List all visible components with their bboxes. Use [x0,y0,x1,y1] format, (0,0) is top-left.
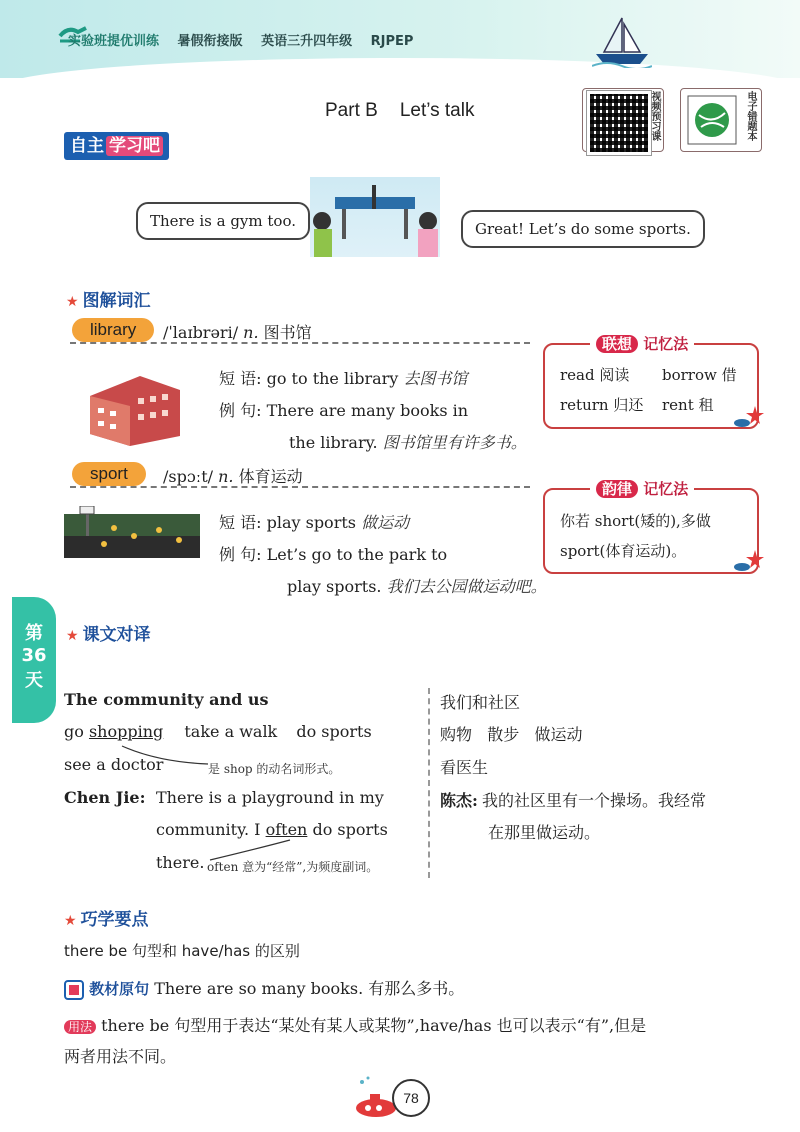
star-shoe-icon [733,548,767,572]
part-name: Let’s talk [399,100,475,121]
phrase-cn: 去图书馆 [403,369,468,388]
memo-box-rhyme [543,488,759,574]
header-text [68,30,427,49]
phrase-en: play sports [266,513,356,532]
memo-pill: 联想 [596,335,638,353]
word-library-pos: n. [243,323,259,342]
phrase-do-sports: do sports [296,722,372,741]
dialogue-line-1-en: There is a playground in my [156,788,384,807]
phrase-cn: 做运动 [361,513,410,532]
often-note: often 意为“经常”,为频度副词。 [207,860,379,874]
word-library-meaning: 图书馆 [263,323,312,342]
globe-qr-icon[interactable] [687,95,737,145]
usage-label-badge: 用法 [64,1020,96,1034]
example-label: 例 句: [219,545,262,564]
word-library-example-row-2 [289,430,527,453]
dialogue-heading-en: The community and us [64,690,269,709]
memo-head-association [590,333,694,354]
column-divider [428,688,430,878]
example-en-2: the library. [289,433,378,452]
word-sport-example-row [219,542,447,565]
page-number: 78 [392,1079,430,1117]
word-sport-phonetic: /spɔːt/ [163,467,214,486]
memo-item-rent: rent 租 [662,396,714,414]
phrase-label: 短 语: [219,369,262,388]
speech-bubble-right: Great! Let’s do some sports. [461,210,705,248]
memo-pill: 韵律 [596,480,638,498]
usage-line-1-text: there be 句型用于表达“某处有某人或某物”,have/has 也可以表示“有”,但是 [101,1016,647,1035]
annotation-arrow-icon [118,742,218,766]
text-often: often [265,820,308,839]
phrase-shopping: shopping [88,722,164,741]
phrase-take-walk: take a walk [184,722,278,741]
example-en-2: play sports. [287,577,382,596]
star-shoe-icon [733,404,767,428]
translation-title-text: 课文对译 [82,625,151,645]
example-en-1: There are many books in [266,401,469,420]
header-brand: 实验班提优训练 [68,34,160,49]
sailboat-icon [592,14,652,68]
word-library-phrase-row [219,366,467,389]
key-points-title-text: 巧学要点 [80,910,149,930]
word-library-def [163,320,312,343]
example-cn: 图书馆里有许多书。 [382,433,527,452]
self-study-badge [64,132,169,160]
star-icon: ★ [64,913,77,929]
phrase-label: 短 语: [219,513,262,532]
word-sport-phrase-row [219,510,409,533]
memo-item-borrow: borrow 借 [662,366,737,384]
example-cn: 我们去公园做运动吧。 [386,577,547,596]
day-side-tab [12,597,56,723]
word-sport-meaning: 体育运动 [238,467,303,486]
book-icon [64,980,84,1000]
header-wave [0,58,800,88]
dialogue-row-2-en: see a doctor [64,755,164,774]
key-points-title [64,905,149,930]
shopping-note: 是 shop 的动名词形式。 [208,762,341,776]
text-community: community. I [156,820,261,839]
example-en-1: Let’s go to the park to [266,545,448,564]
vocab-section-title [66,286,151,311]
usage-line-2: 两者用法不同。 [64,1047,177,1066]
key-points-subtitle: there be 句型和 have/has 的区别 [64,942,300,960]
word-sport-def [163,464,303,487]
star-icon: ★ [66,294,79,310]
dialogue-row-1-cn: 购物 散步 做运动 [440,725,583,744]
source-label: 教材原句 [89,980,150,998]
qr-caption-a: 视频预习课 [649,91,660,141]
side-tab-di: 第 [25,623,43,644]
header-version: RJPEP [370,34,414,49]
dialogue-heading-cn: 我们和社区 [440,693,521,712]
word-library-example-row [219,398,468,421]
memo-head-rhyme [590,478,694,499]
header-edition: 暑假衔接版 [177,34,243,49]
speech-bubble-left: There is a gym too. [136,202,310,240]
header-subject: 英语三升四年级 [261,34,353,49]
ping-pong-scene-icon [310,177,440,257]
side-tab-tian: 天 [25,670,43,691]
speaker-en: Chen Jie: [64,788,146,807]
memo-rhyme-line-1: 你若 short(矮的),多做 [560,512,711,530]
self-study-label-a: 自主 [70,136,104,156]
side-tab-num: 36 [21,645,47,666]
qr-caption-c: 电子错题本 [745,91,756,141]
qr-card-video[interactable] [582,88,664,152]
dialogue-row-2-cn: 看医生 [440,758,489,777]
example-label: 例 句: [219,401,262,420]
dialogue-line-2-en [156,820,388,839]
word-sport-example-row-2 [287,574,547,597]
usage-line-1 [64,1013,646,1036]
memo-label: 记忆法 [643,335,689,353]
source-cn: 有那么多书。 [368,979,465,998]
word-library-phonetic: /ˈlaɪbrəri/ [163,323,239,342]
translation-section-title [66,620,151,645]
memo-label: 记忆法 [643,480,689,498]
source-en: There are so many books. [154,979,364,998]
page-title [325,100,474,122]
library-building-icon [80,366,190,446]
phrase-en: go to the library [266,369,399,388]
dialogue-line-1-cn: 我的社区里有一个操场。我经常 [482,791,707,810]
text-do-sports: do sports [312,820,388,839]
qr-card-errors[interactable] [680,88,762,152]
part-label: Part B [325,100,378,121]
dialogue-row-1-en [64,722,372,741]
speaker-cn: 陈杰: [440,791,478,810]
word-sport-pos: n. [218,467,234,486]
word-sport-tag: sport [72,462,146,486]
self-study-label-b: 学习吧 [106,136,163,156]
source-sentence-row [64,976,464,1000]
qr-code-image[interactable] [587,91,651,155]
word-library-tag: library [72,318,154,342]
scene-illustration [310,177,440,257]
memo-box-association [543,343,759,429]
sports-field-icon [64,506,200,558]
memo-item-return: return 归还 [560,396,644,414]
vocab-title-text: 图解词汇 [82,291,151,311]
dialogue-line-3-en: there. [156,853,205,872]
phrase-go: go [64,722,84,741]
memo-rhyme-line-2: sport(体育运动)。 [560,542,687,560]
memo-item-read: read 阅读 [560,366,630,384]
dialogue-line-2-cn: 在那里做运动。 [488,823,601,842]
star-icon: ★ [66,628,79,644]
